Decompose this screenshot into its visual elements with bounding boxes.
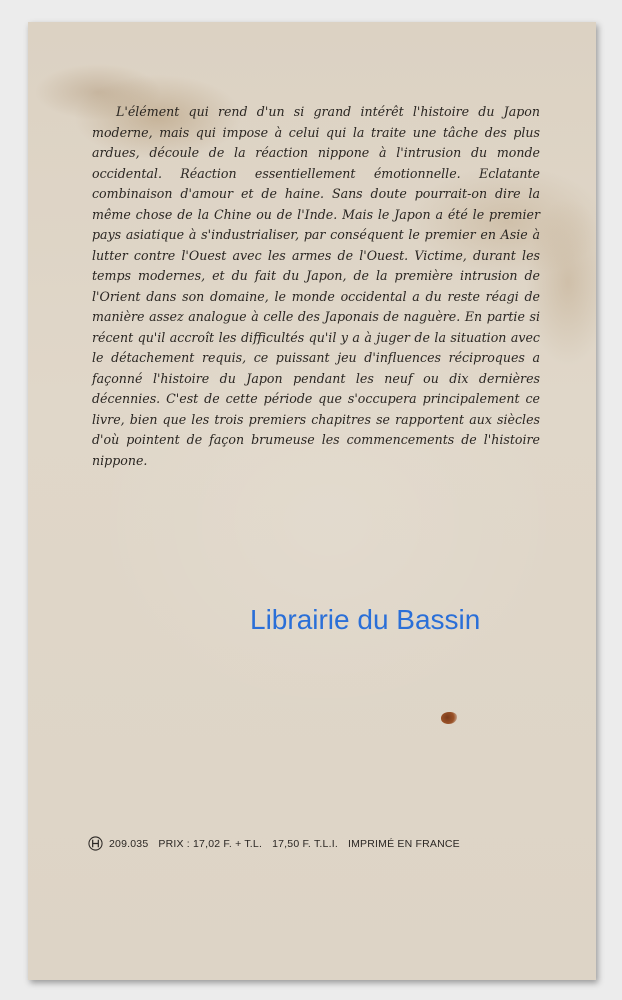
price-ttc: 17,50 F. T.L.I. xyxy=(272,837,338,850)
printed-in: IMPRIMÉ EN FRANCE xyxy=(347,837,460,850)
blurb-text: L'élément qui rend d'un si grand intérêt l'histoire du Japon moderne, mais qui impose à celui qui la traite une tâche des plus ardues, découle de la réaction nippone à l'intrusion du monde occidental. Réaction essentiellement émotionnelle. Eclatante combinaison d'amour et de haine. Sans doute pourrait-on dire la même chose de la Chine ou de l'Inde. Mais le Japon a été le premier pays asiatique à s'industrialiser, par conséquent le premier en Asie à lutter contre l'Ouest avec les armes de l'Ouest. Victime, durant les temps modernes, et du fait du Japon, de la première intrusion de l'Orient dans son domaine, le monde occidental a du reste réagi de manière assez analogue à celle des Japonais de naguère. En partie si récent qu'il accroît les difficultés qu'il y a à juger de la situation avec le détachement requis, ce puissant jeu d'influences réciproques a façonné l'histoire du Japon pendant les neuf ou dix dernières décennies. C'est de cette période que s'occupera principalement ce livre, bien que les trois premiers chapitres se rapportent aux siècles d'où pointent de façon brumeuse les commencements de l'histoire nippone. xyxy=(92,104,540,468)
price-label: PRIX : 17,02 F. + T.L. xyxy=(158,837,263,850)
publisher-logo-icon xyxy=(88,836,103,851)
footer-line xyxy=(88,836,470,851)
catalog-code: 209.035 xyxy=(109,837,149,850)
stain-mark xyxy=(441,712,457,724)
watermark-text: Librairie du Bassin xyxy=(250,604,481,635)
